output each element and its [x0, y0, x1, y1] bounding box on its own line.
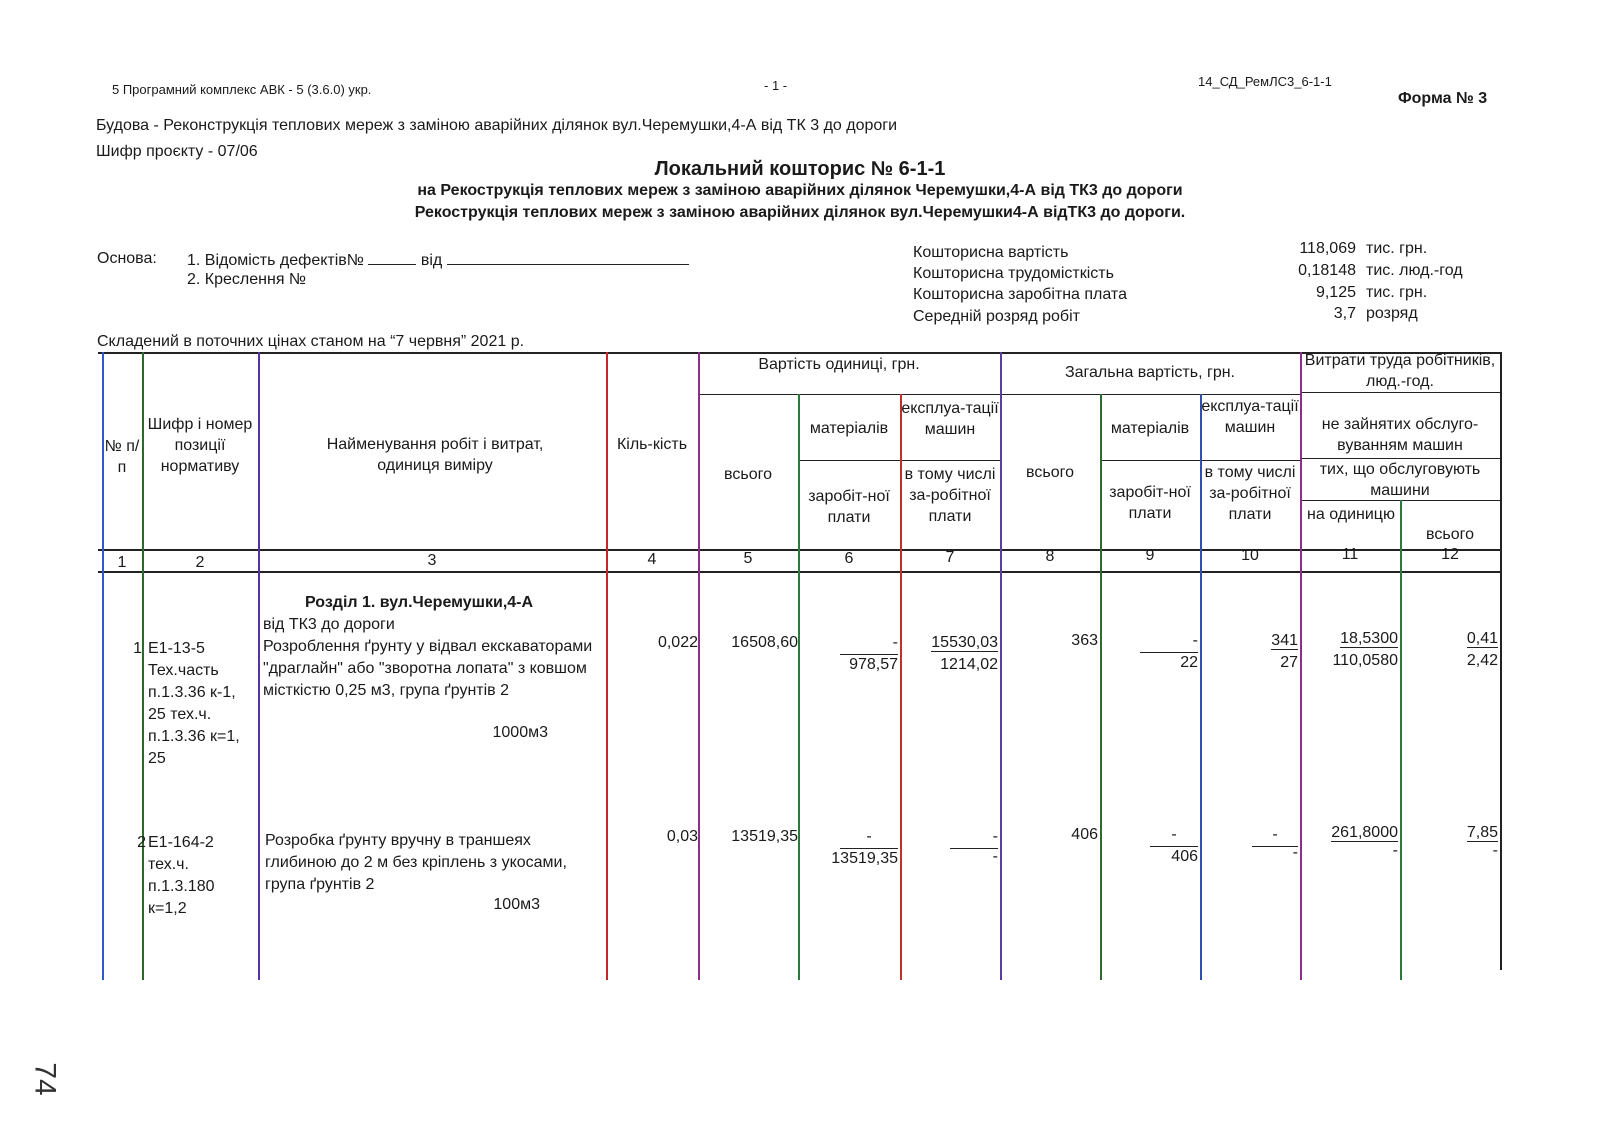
program-name: 5 Програмний комплекс АВК - 5 (3.6.0) укр. — [112, 82, 372, 97]
summary-value-cost: 118,069 — [1299, 240, 1356, 257]
header-line-a — [698, 394, 1300, 395]
header-line-c — [798, 460, 1000, 461]
vline-3 — [606, 352, 608, 980]
row-labor-per-unit — [1302, 628, 1398, 650]
summary-value-grade: 3,7 — [1333, 305, 1356, 322]
summary-unit-grade: розряд — [1366, 305, 1418, 322]
row-total-wages: 22 — [1180, 654, 1198, 671]
header-not-machines: не зайнятих обслуго-вуванням машин — [1321, 416, 1479, 454]
project-cipher: Шифр проєкту - 07/06 — [96, 143, 258, 160]
basis-defects-label: 1. Відомість дефектів№ — [187, 252, 364, 269]
summary-value-labor: 0,18148 — [1298, 262, 1356, 279]
col-number-9: 9 — [1145, 547, 1155, 564]
basis-drawings: 2. Креслення № — [187, 271, 307, 288]
defects-date-line — [447, 250, 689, 265]
header-per-unit: на одиницю — [1307, 506, 1395, 523]
basis-label: Основа: — [97, 250, 157, 267]
summary-label-labor: Кошторисна трудомісткість — [913, 265, 1114, 282]
row-qty: 0,022 — [657, 634, 698, 651]
col-number-11: 11 — [1341, 546, 1359, 563]
col-number-6: 6 — [844, 550, 854, 567]
header-unit-incl-wages: в тому числі за-робітної плати — [904, 466, 996, 525]
row-unit: 1000м3 — [492, 724, 548, 741]
row-qty: 0,03 — [666, 828, 698, 845]
page-number: - 1 - — [764, 78, 788, 93]
estimate-title: Локальний кошторис № 6-1-1 — [654, 158, 946, 180]
vline-4 — [698, 352, 700, 980]
row-unit-machines-value: - — [950, 826, 998, 849]
row-unit-machines — [902, 632, 998, 654]
col-number-10: 10 — [1241, 547, 1259, 564]
row-code: Е1-164-2 тех.ч. п.1.3.180 к=1,2 — [148, 834, 215, 917]
estimate-subtitle-2: Рекострукція теплових мереж з заміною аварійних ділянок вул.Черемушки4-А відТК3 до дороги. — [414, 204, 1186, 221]
col-number-4: 4 — [647, 551, 657, 568]
section-subtitle: від ТК3 до дороги — [263, 616, 395, 633]
row-unit-wages: 13519,35 — [831, 850, 898, 867]
row-total-machines-value: - — [1252, 824, 1298, 847]
summary-label-wages: Кошторисна заробітна плата — [913, 286, 1127, 303]
row-total-materials — [1140, 630, 1198, 653]
row-labor-total-value: 7,85 — [1466, 824, 1498, 841]
row-unit-all: 13519,35 — [731, 828, 798, 845]
header-unit-materials: матеріалів — [809, 420, 889, 437]
vline-11 — [1400, 500, 1402, 980]
row-unit-wages: 978,57 — [849, 656, 898, 673]
header-line-b — [1300, 392, 1502, 393]
row-labor-total-value: 0,41 — [1466, 630, 1498, 647]
summary-value-wages: 9,125 — [1315, 284, 1356, 301]
vline-right — [1500, 352, 1502, 970]
row-labor-machines-total: - — [1492, 842, 1498, 859]
row-total-machine-wages: - — [1292, 844, 1298, 861]
row-unit-machine-wages: - — [992, 848, 998, 865]
row-number: 2 — [137, 834, 146, 851]
row-unit-materials-value: - — [840, 826, 898, 849]
row-unit-materials — [840, 632, 898, 655]
estimate-subtitle-1: на Рекострукція теплових мереж з заміною аварійних ділянок Черемушки,4-А від ТК3 до дороги — [417, 182, 1183, 199]
header-total-wages: заробіт-ної плати — [1109, 484, 1191, 522]
row-total-all: 363 — [1071, 632, 1098, 649]
header-unit-all: всього — [724, 466, 772, 483]
header-total-all: всього — [1026, 464, 1074, 481]
header-name: Найменування робіт і витрат, одиниця виміру — [326, 436, 544, 474]
header-unit-cost: Вартість одиниці, грн. — [758, 356, 920, 373]
row-total-wages: 406 — [1171, 848, 1198, 865]
row-name: Розробка ґрунту вручну в траншеях глибиною до 2 м без кріплень з укосами, група ґрунтів 2 — [265, 832, 567, 893]
col-number-1: 1 — [117, 554, 127, 571]
vline-7 — [1000, 352, 1002, 980]
header-total-cost: Загальна вартість, грн. — [1064, 364, 1235, 381]
row-total-all: 406 — [1071, 826, 1098, 843]
summary-unit-labor: тис. люд.-год — [1366, 262, 1463, 279]
header-code: Шифр і номер позиції нормативу — [147, 416, 253, 475]
row-unit-all: 16508,60 — [731, 634, 798, 651]
summary-unit-cost: тис. грн. — [1366, 240, 1428, 257]
form-number: Форма № 3 — [1398, 90, 1488, 107]
row-total-machine-wages: 27 — [1280, 654, 1298, 671]
margin-page-number: 74 — [28, 1062, 62, 1096]
defects-number-line — [368, 250, 416, 265]
col-number-3: 3 — [427, 552, 437, 569]
header-unit-machines: експлуа-тації машин — [901, 400, 999, 438]
header-no: № п/п — [104, 438, 140, 476]
row-code: Е1-13-5 Тех.часть п.1.3.36 к-1, 25 тех.ч. п.1.3.36 к=1, 25 — [148, 640, 240, 767]
col-number-2: 2 — [195, 554, 205, 571]
row-labor-total — [1402, 628, 1498, 650]
row-total-machines-value: 341 — [1271, 632, 1298, 649]
row-number: 1 — [133, 640, 142, 657]
row-labor-machines-per-unit: - — [1392, 842, 1398, 859]
header-labor-total: всього — [1426, 526, 1474, 543]
row-name: Розроблення ґрунту у відвал екскаваторами "драглайн" або "зворотна лопата" з ковшом місткістю 0,25 м3, група ґрунтів 2 — [263, 638, 593, 699]
summary-unit-wages: тис. грн. — [1366, 284, 1428, 301]
document-code: 14_СД_РемЛС3_6-1-1 — [1198, 74, 1332, 89]
row-unit-machines-value: 15530,03 — [931, 634, 998, 651]
header-labor: Витрати труда робітників, люд.-год. — [1304, 352, 1496, 390]
row-unit-materials — [840, 826, 898, 849]
row-unit: 100м3 — [493, 896, 540, 913]
header-total-machines: експлуа-тації машин — [1201, 398, 1299, 436]
header-total-incl-wages: в тому числі за-робітної плати — [1204, 464, 1296, 523]
header-unit-wages: заробіт-ної плати — [808, 488, 890, 526]
summary-label-grade: Середній розряд робіт — [913, 308, 1080, 325]
row-unit-machine-wages: 1214,02 — [940, 656, 998, 673]
row-total-materials-value: - — [1140, 630, 1198, 653]
row-unit-materials-value: - — [840, 632, 898, 655]
header-total-materials: матеріалів — [1110, 420, 1190, 437]
row-labor-per-unit-value: 261,8000 — [1331, 824, 1398, 841]
vline-5 — [798, 394, 800, 980]
col-number-7: 7 — [945, 549, 955, 566]
header-qty: Кіль-кість — [616, 436, 688, 453]
prices-note: Складений в поточних цінах станом на “7 червня” 2021 р. — [97, 333, 525, 350]
header-machines-serv: тих, що обслуговують машини — [1319, 461, 1481, 499]
row-total-machines — [1202, 630, 1298, 652]
basis-from-label: від — [420, 252, 443, 269]
row-total-materials — [1150, 824, 1198, 847]
summary-label-cost: Кошторисна вартість — [913, 244, 1069, 261]
vline-2 — [258, 352, 260, 980]
row-labor-per-unit-value: 18,5300 — [1340, 630, 1398, 647]
row-labor-machines-total: 2,42 — [1466, 652, 1498, 669]
row-total-materials-value: - — [1150, 824, 1198, 847]
section-title: Розділ 1. вул.Черемушки,4-А — [305, 594, 534, 611]
col-number-5: 5 — [743, 550, 753, 567]
col-number-8: 8 — [1045, 548, 1055, 565]
building-name: Будова - Реконструкція теплових мереж з заміною аварійних ділянок вул.Черемушки,4-А від ТК 3 до дороги — [96, 117, 898, 134]
basis-defects — [187, 250, 689, 270]
col-numbers-bottom-border — [98, 571, 1502, 573]
row-labor-machines-per-unit: 110,0580 — [1332, 652, 1398, 669]
col-number-12: 12 — [1441, 546, 1459, 563]
